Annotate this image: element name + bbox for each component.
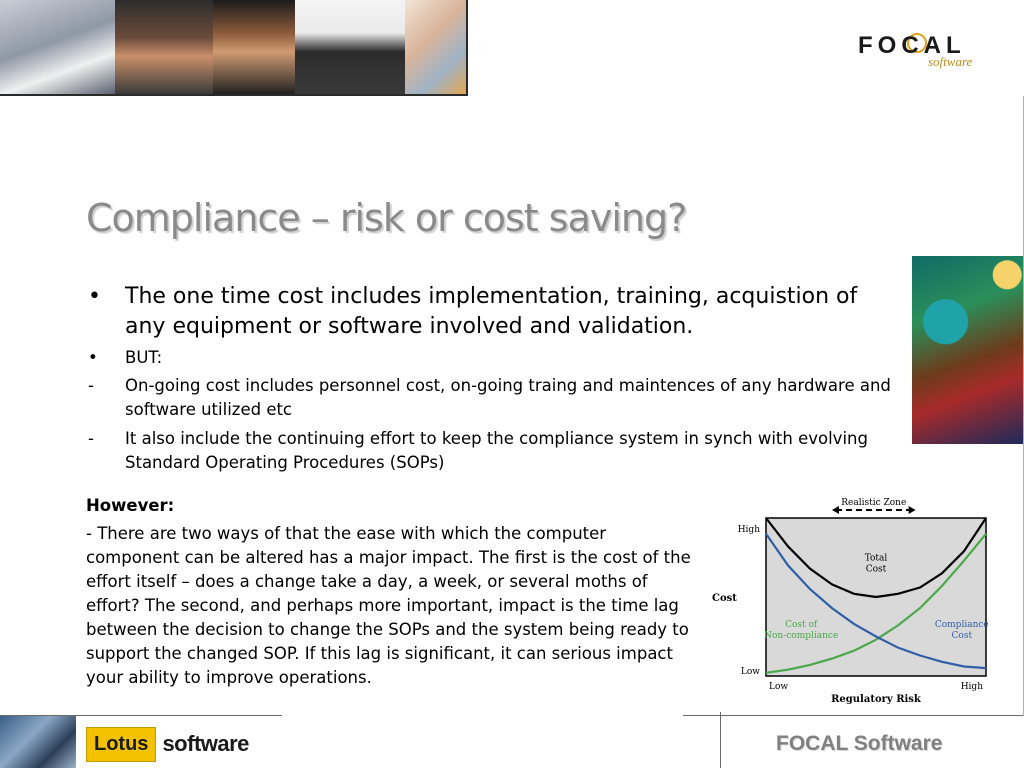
footer-brand: FOCAL Software bbox=[776, 732, 943, 755]
office-people-photo bbox=[0, 716, 76, 768]
bullet-marker: • bbox=[88, 348, 98, 367]
chart-series-label: Cost bbox=[865, 564, 887, 575]
chart-series-label: Total bbox=[864, 553, 888, 564]
chart-series-label: Non-compliance bbox=[764, 631, 839, 642]
chart-x-axis-label: Regulatory Risk bbox=[831, 694, 921, 705]
chart-series-label: Cost of bbox=[785, 620, 818, 631]
however-body: - There are two ways of that the ease with which the computer component can be altered has a major impact. The first is the cost of the effort itself – does a change take a day, a week, or several moths of effort? The second, and perhaps more important, impact is the time lag between the decision to change the SOPs and the system being ready to support the changed SOP. If this lag is significant, it can serious impact your ability to improve operations. bbox=[86, 524, 691, 687]
chart-x-tick-label: Low bbox=[769, 682, 789, 692]
chart-x-tick-label: High bbox=[960, 682, 983, 692]
chart-series-label: Compliance bbox=[934, 620, 989, 631]
bullet-text: BUT: bbox=[125, 348, 163, 367]
chart-y-axis-label: Cost bbox=[712, 593, 737, 604]
chart-y-tick-label: High bbox=[737, 525, 760, 535]
bullet-text: The one time cost includes implementation, training, acquistion of any equipment or software involved and validation. bbox=[125, 284, 858, 339]
bullet-item bbox=[86, 282, 902, 342]
chart-y-tick-label: Low bbox=[740, 667, 760, 677]
lotus-logo-box: Lotus bbox=[86, 727, 156, 762]
bullet-list bbox=[86, 282, 902, 480]
focal-logo-wordmark: FOCAL bbox=[858, 32, 966, 59]
header-photo-strip bbox=[0, 0, 468, 94]
blindfolded-person-photo bbox=[0, 0, 115, 94]
focal-logo-subtitle: software bbox=[928, 54, 973, 69]
however-heading: However: bbox=[86, 496, 175, 515]
footer-divider-right bbox=[683, 715, 1024, 716]
dash-item bbox=[86, 374, 902, 422]
dash-text: On-going cost includes personnel cost, on-going traing and maintences of any hardware and software utilized etc bbox=[125, 376, 891, 419]
lotus-logo-word: software bbox=[162, 731, 249, 756]
dash-marker: - bbox=[88, 376, 94, 395]
photo-strip-bottom-border bbox=[0, 94, 468, 96]
dash-text: It also include the continuing effort to keep the compliance system in synch with evolving Standard Operating Procedures (SOPs) bbox=[125, 429, 868, 472]
photo-strip-right-border bbox=[466, 0, 468, 96]
footer-divider-vertical bbox=[720, 712, 721, 768]
woman-portrait-photo bbox=[405, 0, 468, 94]
slide-title: Compliance – risk or cost saving? bbox=[86, 196, 687, 240]
chart-annotation-arrow-right bbox=[909, 506, 916, 514]
chart-annotation-label: Realistic Zone bbox=[841, 498, 907, 508]
halo-horns-man-photo bbox=[213, 0, 295, 94]
bullet-item bbox=[86, 346, 902, 370]
bullet-marker: • bbox=[88, 284, 101, 309]
focal-logo bbox=[858, 30, 988, 72]
side-collage-photo bbox=[912, 256, 1024, 444]
dash-marker: - bbox=[88, 429, 94, 448]
business-team-photo bbox=[295, 0, 405, 94]
cost-risk-chart bbox=[700, 490, 1010, 712]
stressed-man-photo bbox=[115, 0, 213, 94]
chart-series-label: Cost bbox=[951, 631, 973, 642]
lotus-software-logo bbox=[86, 726, 249, 762]
dash-item bbox=[86, 427, 902, 475]
chart-annotation-arrow-left bbox=[832, 506, 839, 514]
